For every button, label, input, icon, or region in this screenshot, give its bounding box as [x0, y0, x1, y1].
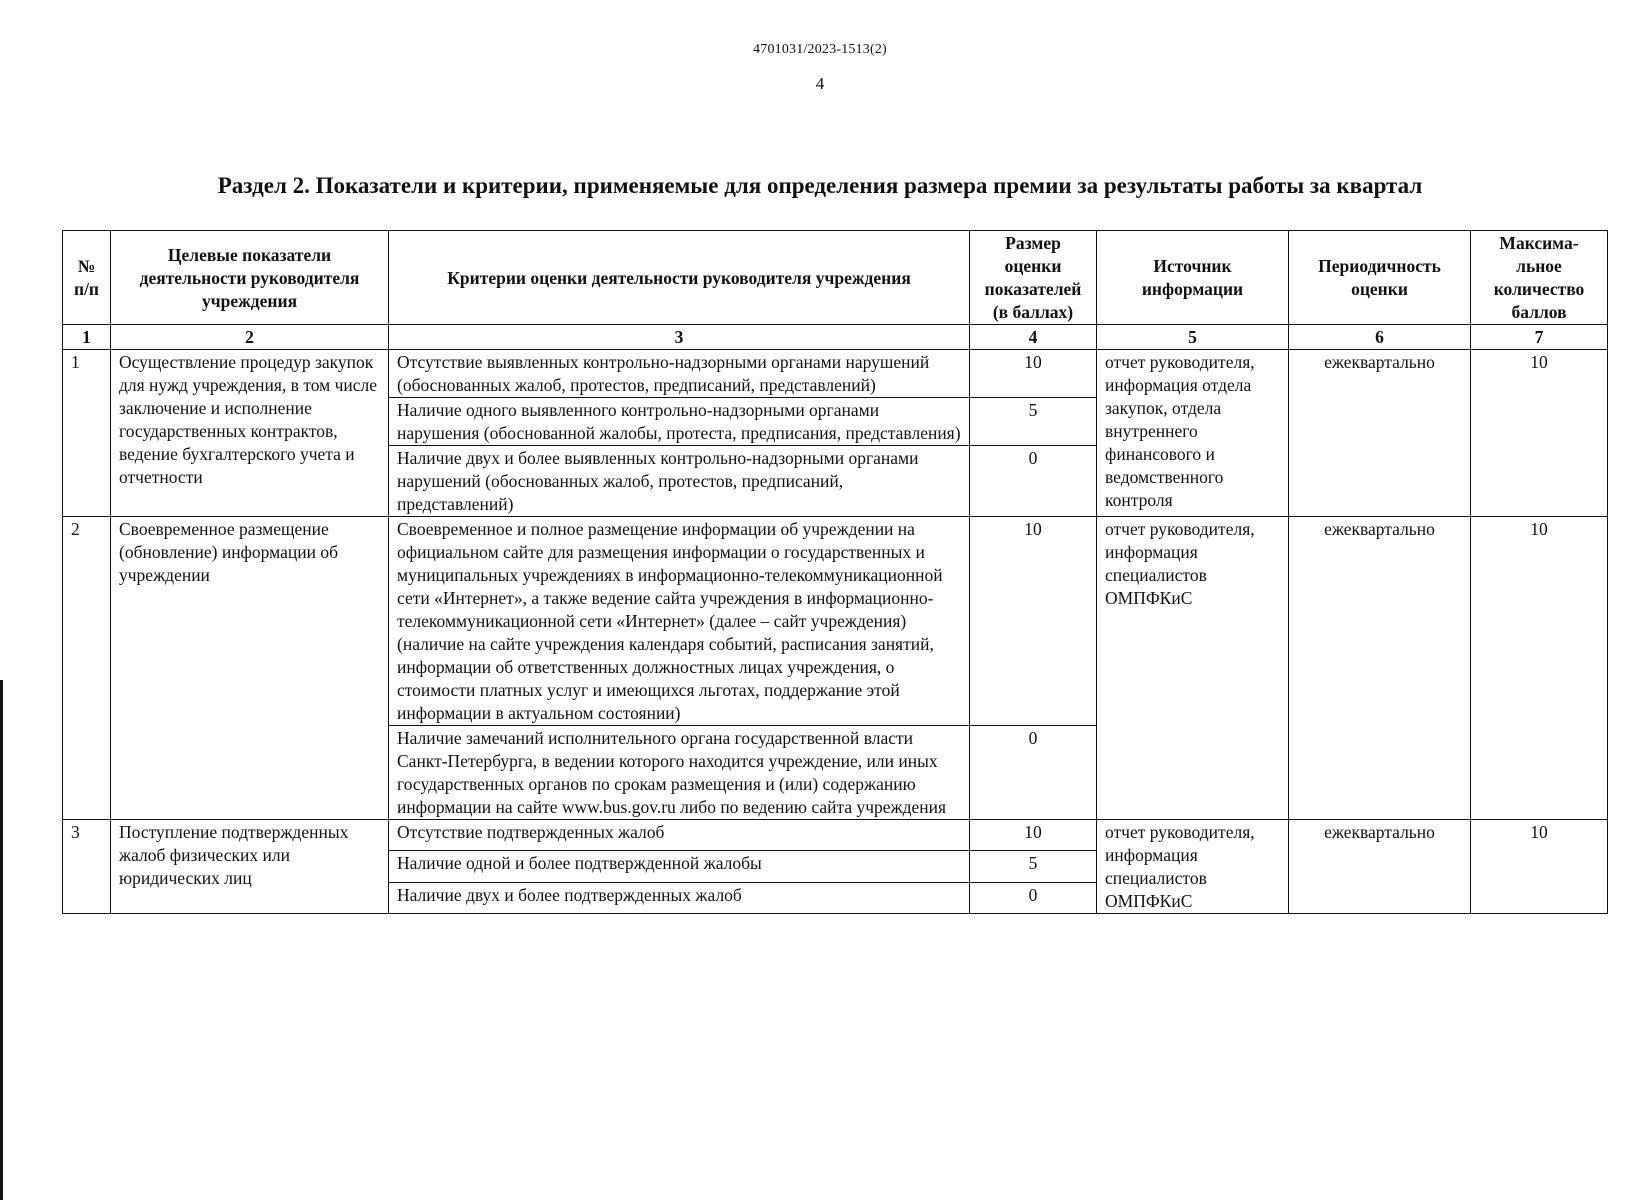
header-score: Размер оценки показателей (в баллах): [970, 231, 1097, 325]
periodicity: ежеквартально: [1289, 820, 1471, 914]
criterion-text: Наличие двух и более выявленных контрольно-надзорными органами нарушений (обоснованных жалоб, протестов, предписаний, представлений): [389, 446, 970, 517]
criterion-text: Отсутствие подтвержденных жалоб: [389, 820, 970, 851]
table-row: [63, 517, 1608, 726]
max-score: 10: [1471, 820, 1608, 914]
header-indicator: Целевые показатели деятельности руководителя учреждения: [111, 231, 389, 325]
information-source: отчет руководителя, информация отдела закупок, отдела внутреннего финансового и ведомственного контроля: [1097, 350, 1289, 517]
criterion-text: Наличие замечаний исполнительного органа государственной власти Санкт-Петербурга, в ведении которого находится учреждение, или иных государственных органов по срокам размещения и (или) содержанию информации на сайте www.bus.gov.ru либо по ведению сайта учреждения: [389, 726, 970, 820]
target-indicator: Поступление подтвержденных жалоб физических или юридических лиц: [111, 820, 389, 914]
target-indicator: Осуществление процедур закупок для нужд учреждения, в том числе заключение и исполнение государственных контрактов, ведение бухгалтерского учета и отчетности: [111, 350, 389, 517]
column-number: 4: [970, 325, 1097, 350]
criterion-text: Отсутствие выявленных контрольно-надзорными органами нарушений (обоснованных жалоб, протестов, предписаний, представлений): [389, 350, 970, 398]
scan-edge-mark: [0, 680, 3, 1200]
max-score: 10: [1471, 350, 1608, 517]
table-header-row: [63, 231, 1608, 325]
row-number: 2: [63, 517, 111, 820]
header-num: № п/п: [63, 231, 111, 325]
table-row: [63, 820, 1608, 851]
header-periodicity: Периодичность оценки: [1289, 231, 1471, 325]
periodicity: ежеквартально: [1289, 517, 1471, 820]
column-number: 6: [1289, 325, 1471, 350]
information-source: отчет руководителя, информация специалистов ОМПФКиС: [1097, 517, 1289, 820]
section-title: Раздел 2. Показатели и критерии, применяемые для определения размера премии за результаты работы за квартал: [217, 173, 1423, 198]
criterion-score: 0: [970, 446, 1097, 517]
column-number: 1: [63, 325, 111, 350]
row-number: 1: [63, 350, 111, 517]
criteria-table: [62, 230, 1608, 914]
criterion-text: Наличие двух и более подтвержденных жалоб: [389, 882, 970, 913]
criterion-score: 10: [970, 350, 1097, 398]
header-criteria: Критерии оценки деятельности руководителя учреждения: [389, 231, 970, 325]
column-number: 3: [389, 325, 970, 350]
column-number: 5: [1097, 325, 1289, 350]
header-source: Источник информации: [1097, 231, 1289, 325]
criterion-score: 5: [970, 851, 1097, 882]
page-number: 4: [815, 74, 825, 93]
information-source: отчет руководителя, информация специалистов ОМПФКиС: [1097, 820, 1289, 914]
criterion-score: 0: [970, 882, 1097, 913]
document-registration-number: 4701031/2023-1513(2): [753, 42, 887, 57]
criterion-score: 10: [970, 820, 1097, 851]
criterion-score: 10: [970, 517, 1097, 726]
column-number: 7: [1471, 325, 1608, 350]
table-row: [63, 350, 1608, 398]
column-number-row: [63, 325, 1608, 350]
row-number: 3: [63, 820, 111, 914]
target-indicator: Своевременное размещение (обновление) информации об учреждении: [111, 517, 389, 820]
max-score: 10: [1471, 517, 1608, 820]
criterion-score: 5: [970, 398, 1097, 446]
column-number: 2: [111, 325, 389, 350]
criterion-score: 0: [970, 726, 1097, 820]
header-max-score: Максима-льное количество баллов: [1471, 231, 1608, 325]
criterion-text: Наличие одного выявленного контрольно-надзорными органами нарушения (обоснованной жалобы, протеста, предписания, представления): [389, 398, 970, 446]
periodicity: ежеквартально: [1289, 350, 1471, 517]
criterion-text: Наличие одной и более подтвержденной жалобы: [389, 851, 970, 882]
criterion-text: Своевременное и полное размещение информации об учреждении на официальном сайте для размещения информации о государственных и муниципальных учреждениях в информационно-телекоммуникационной сети «Интернет», а также ведение сайта учреждения в информационно-телекоммуникационной сети «Интернет» (далее – сайт учреждения) (наличие на сайте учреждения календаря событий, расписания занятий, информации об ответственных должностных лицах учреждения, о стоимости платных услуг и имеющихся льготах, поддержание этой информации в актуальном состоянии): [389, 517, 970, 726]
